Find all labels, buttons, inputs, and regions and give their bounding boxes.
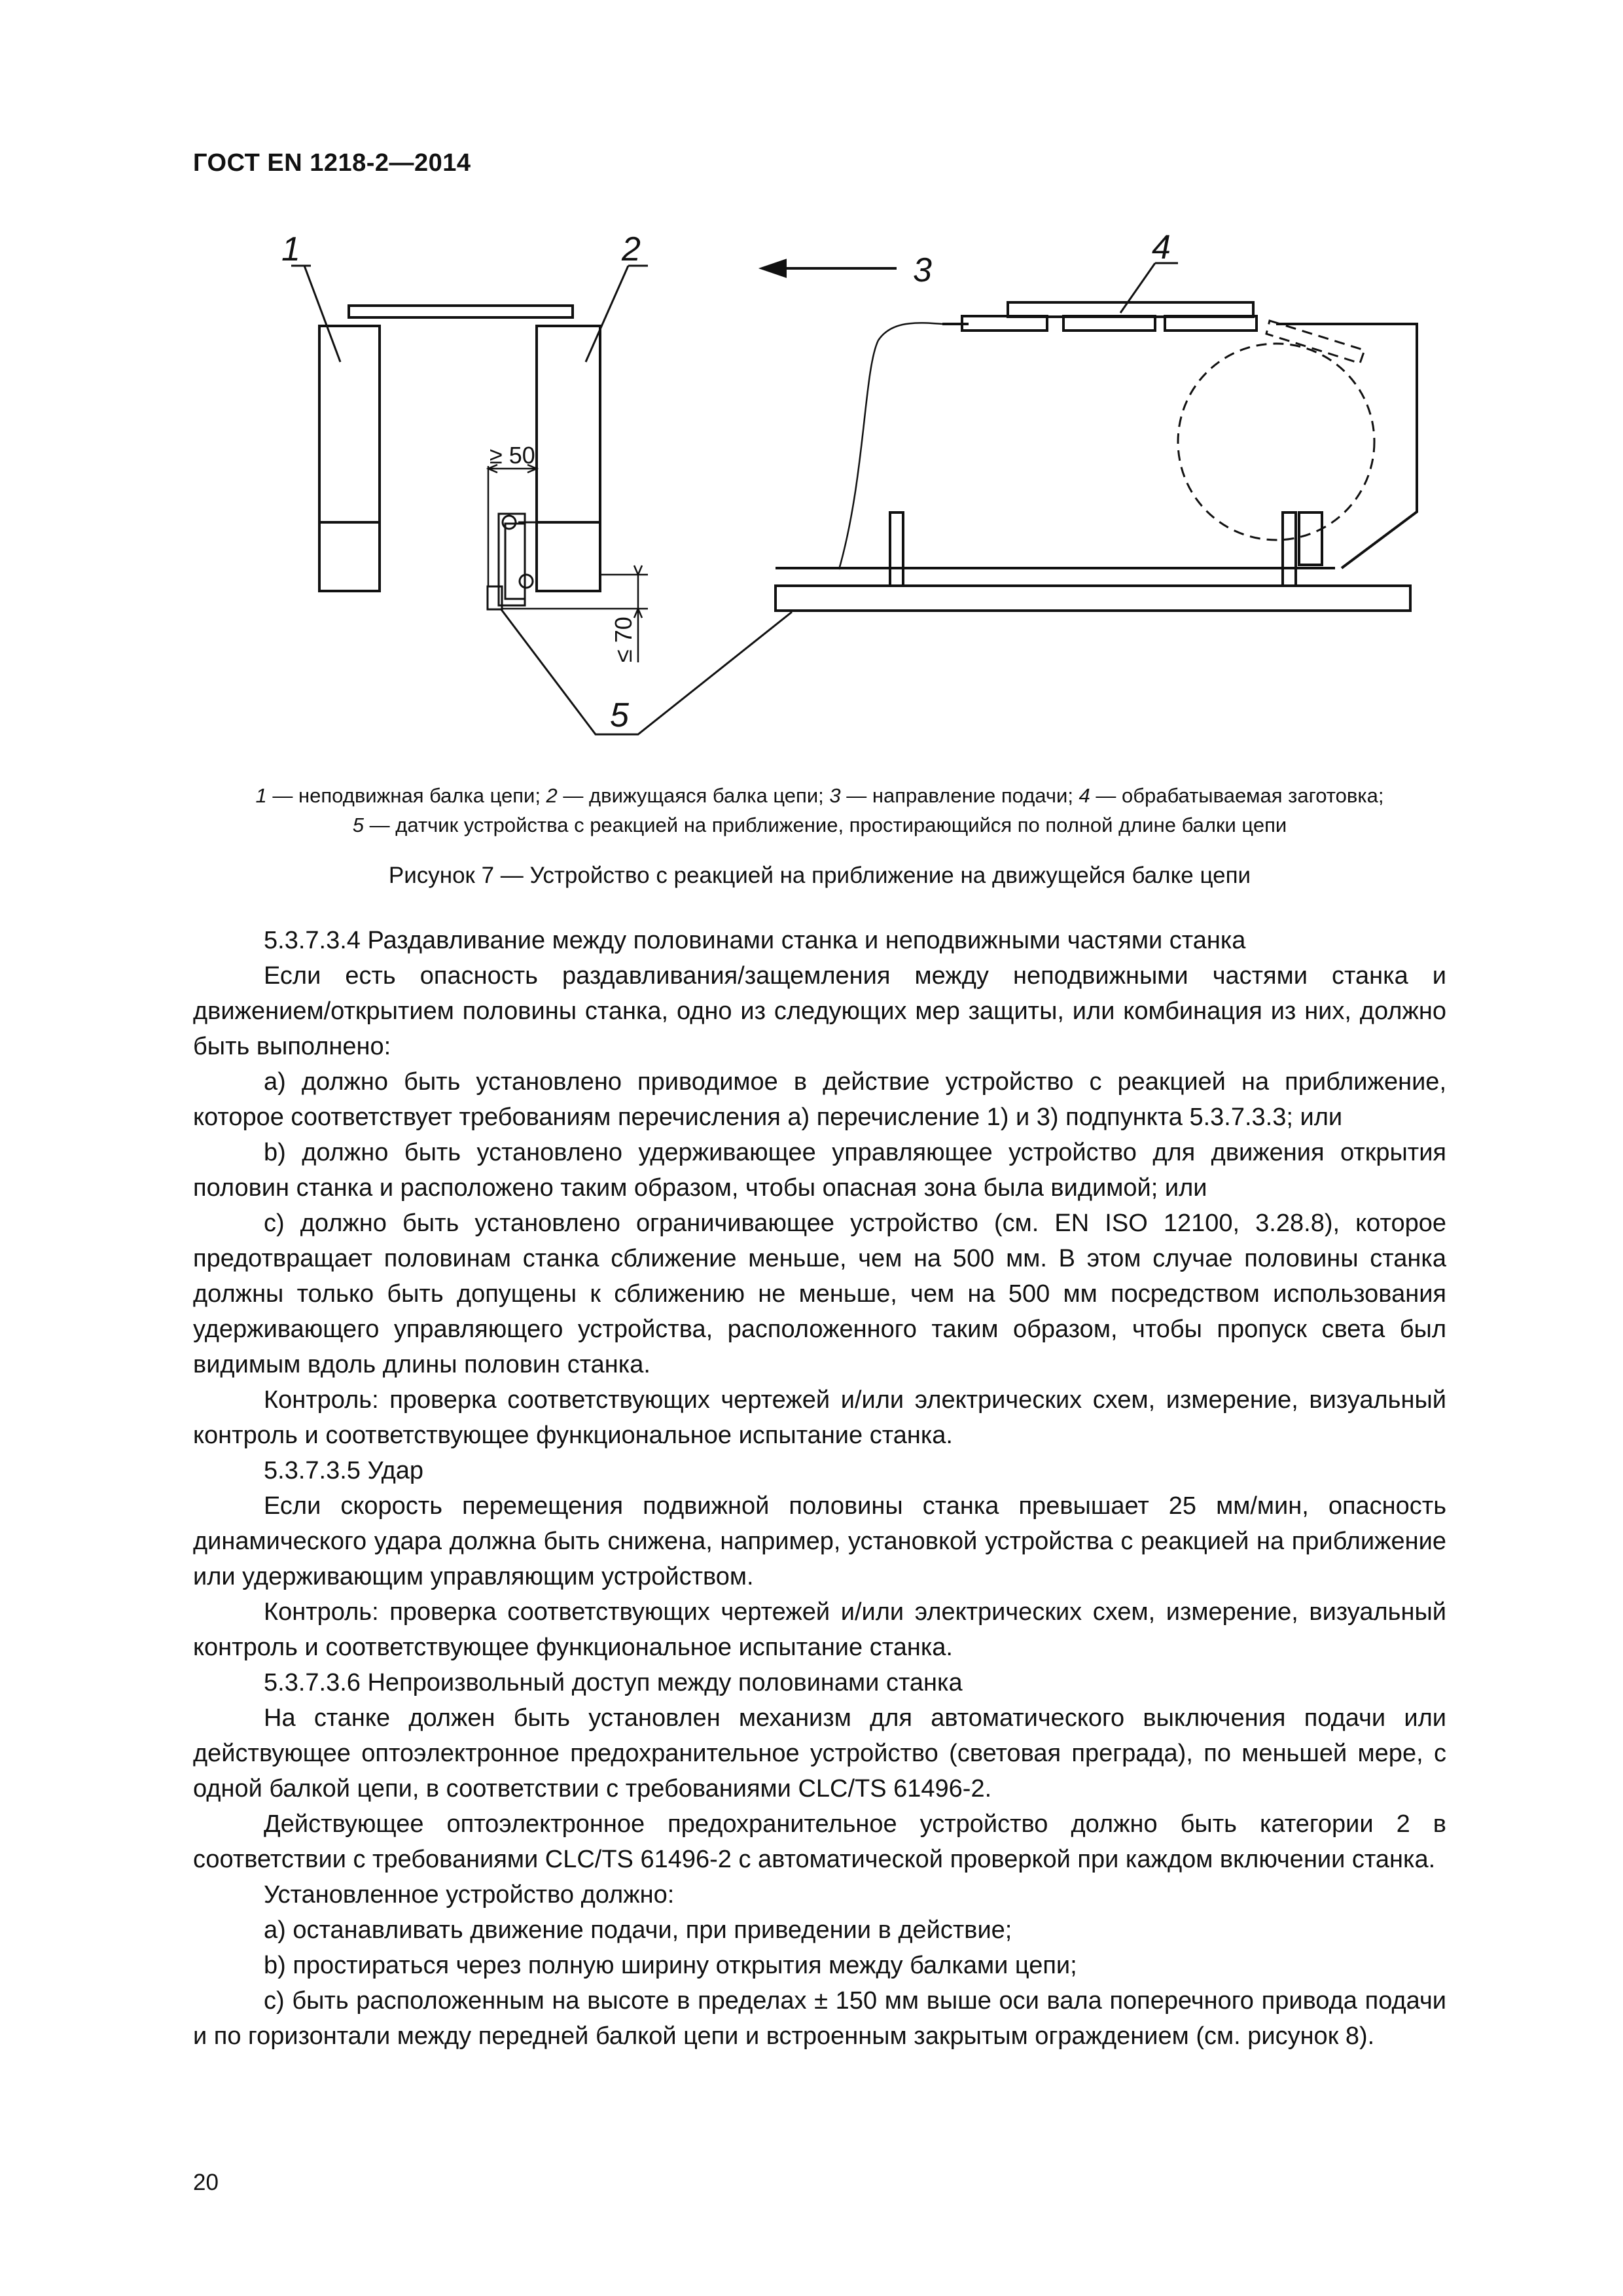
dimension-max-height-label: ≤ 70	[610, 617, 637, 662]
list-item: b) простираться через полную ширину открытия между балками цепи;	[264, 1952, 1077, 1979]
list-item: с) быть расположенным на высоте в пределах ± 150 мм выше оси вала поперечного привода подачи и по горизонтали между передней балкой цепи и встроенным закрытым ограждением (см. рисунок 8).	[193, 1987, 1446, 2050]
section-heading: 5.3.7.3.4 Раздавливание между половинами станка и неподвижными частями станка	[264, 927, 1246, 954]
paragraph: На станке должен быть установлен механизм для автоматического выключения подачи или действующее оптоэлектронное предохранительное устройство (световая преграда), по меньшей мере, с одной балкой цепи, в соответствии с требованиями CLC/TS 61496-2.	[193, 1704, 1446, 1803]
top-plate	[349, 306, 573, 317]
legend-num: 2	[546, 784, 558, 807]
fixed-chain-beam	[319, 326, 380, 591]
legend-num: 1	[255, 784, 267, 807]
machine-frame	[776, 323, 1417, 611]
callout-2: 2	[622, 230, 641, 268]
section-heading: 5.3.7.3.6 Непроизвольный доступ между половинами станка	[264, 1669, 963, 1696]
list-item: а) останавливать движение подачи, при приведении в действие;	[264, 1916, 1012, 1944]
paragraph: Если есть опасность раздавливания/защемления между неподвижными частями станка и движением/открытием половины станка, одно из следующих мер защиты, или комбинация из них, должно быть выполнено:	[193, 962, 1446, 1060]
legend-text: — обрабатываемая заготовка;	[1090, 784, 1384, 807]
page-number: 20	[193, 2170, 219, 2195]
legend-text: — направление подачи;	[840, 784, 1079, 807]
paragraph: Если скорость перемещения подвижной половины станка превышает 25 мм/мин, опасность динамического удара должна быть снижена, например, установкой устройства с реакцией на приближение или удерживающим управляющим устройством.	[193, 1492, 1446, 1590]
roller-dashed	[1178, 321, 1374, 540]
legend-num: 3	[829, 784, 841, 807]
list-item: b) должно быть установлено удерживающее управляющее устройство для движения открытия половин станка и расположено таким образом, чтобы опасная зона была видимой; или	[193, 1139, 1446, 1202]
moving-chain-beam	[537, 326, 600, 591]
dimension-min-gap-label: ≥ 50	[490, 442, 535, 469]
figure-caption: Рисунок 7 — Устройство с реакцией на приближение на движущейся балке цепи	[388, 863, 1251, 888]
section-heading: 5.3.7.3.5 Удар	[264, 1457, 424, 1484]
callout-leaders	[291, 263, 1178, 734]
figure-7	[0, 216, 1623, 779]
paragraph: Контроль: проверка соответствующих чертежей и/или электрических схем, измерение, визуальный контроль и соответствующее функциональное испытание станка.	[193, 1598, 1446, 1661]
legend-num: 4	[1079, 784, 1090, 807]
feed-direction-arrow-icon	[762, 260, 897, 276]
callout-4: 4	[1152, 228, 1171, 266]
document-header: ГОСТ EN 1218-2—2014	[193, 149, 471, 177]
paragraph: Действующее оптоэлектронное предохранительное устройство должно быть категории 2 в соответствии с требованиями CLC/TS 61496-2 с автоматической проверкой при каждом включении станка.	[193, 1810, 1446, 1873]
paragraph: Установленное устройство должно:	[264, 1881, 675, 1909]
callout-3: 3	[913, 251, 932, 289]
paragraph: Контроль: проверка соответствующих чертежей и/или электрических схем, измерение, визуальный контроль и соответствующее функциональное испытание станка.	[193, 1386, 1446, 1449]
callout-1: 1	[281, 230, 300, 268]
figure-legend	[193, 781, 1446, 840]
legend-line-1	[193, 781, 1446, 810]
legend-text: — неподвижная балка цепи;	[266, 784, 546, 807]
workpiece	[962, 302, 1257, 331]
legend-num: 5	[352, 814, 365, 836]
legend-text: — движущаяся балка цепи;	[557, 784, 830, 807]
list-item: а) должно быть установлено приводимое в действие устройство с реакцией на приближение, которое соответствует требованиям перечисления а) перечисление 1) и 3) подпункта 5.3.7.3.3; или	[193, 1068, 1446, 1131]
legend-line-2	[193, 810, 1446, 840]
sensor-bracket	[488, 514, 537, 609]
legend-text: — датчик устройства с реакцией на приближение, простирающийся по полной длине балки цепи	[364, 814, 1287, 836]
dimension-min-gap	[488, 465, 537, 586]
list-item: с) должно быть установлено ограничивающее устройство (см. EN ISO 12100, 3.28.8), которое предотвращает половинам станка сближение меньше, чем на 500 мм. В этом случае половины станка должны только быть допущены к сближению не меньше, чем на 500 мм посредством использования удерживающего управляющего устройства, расположенного таким образом, чтобы пропуск света был видимым вдоль длины половин станка.	[193, 1210, 1446, 1378]
body-text	[193, 923, 1446, 2054]
callout-5: 5	[610, 696, 629, 734]
